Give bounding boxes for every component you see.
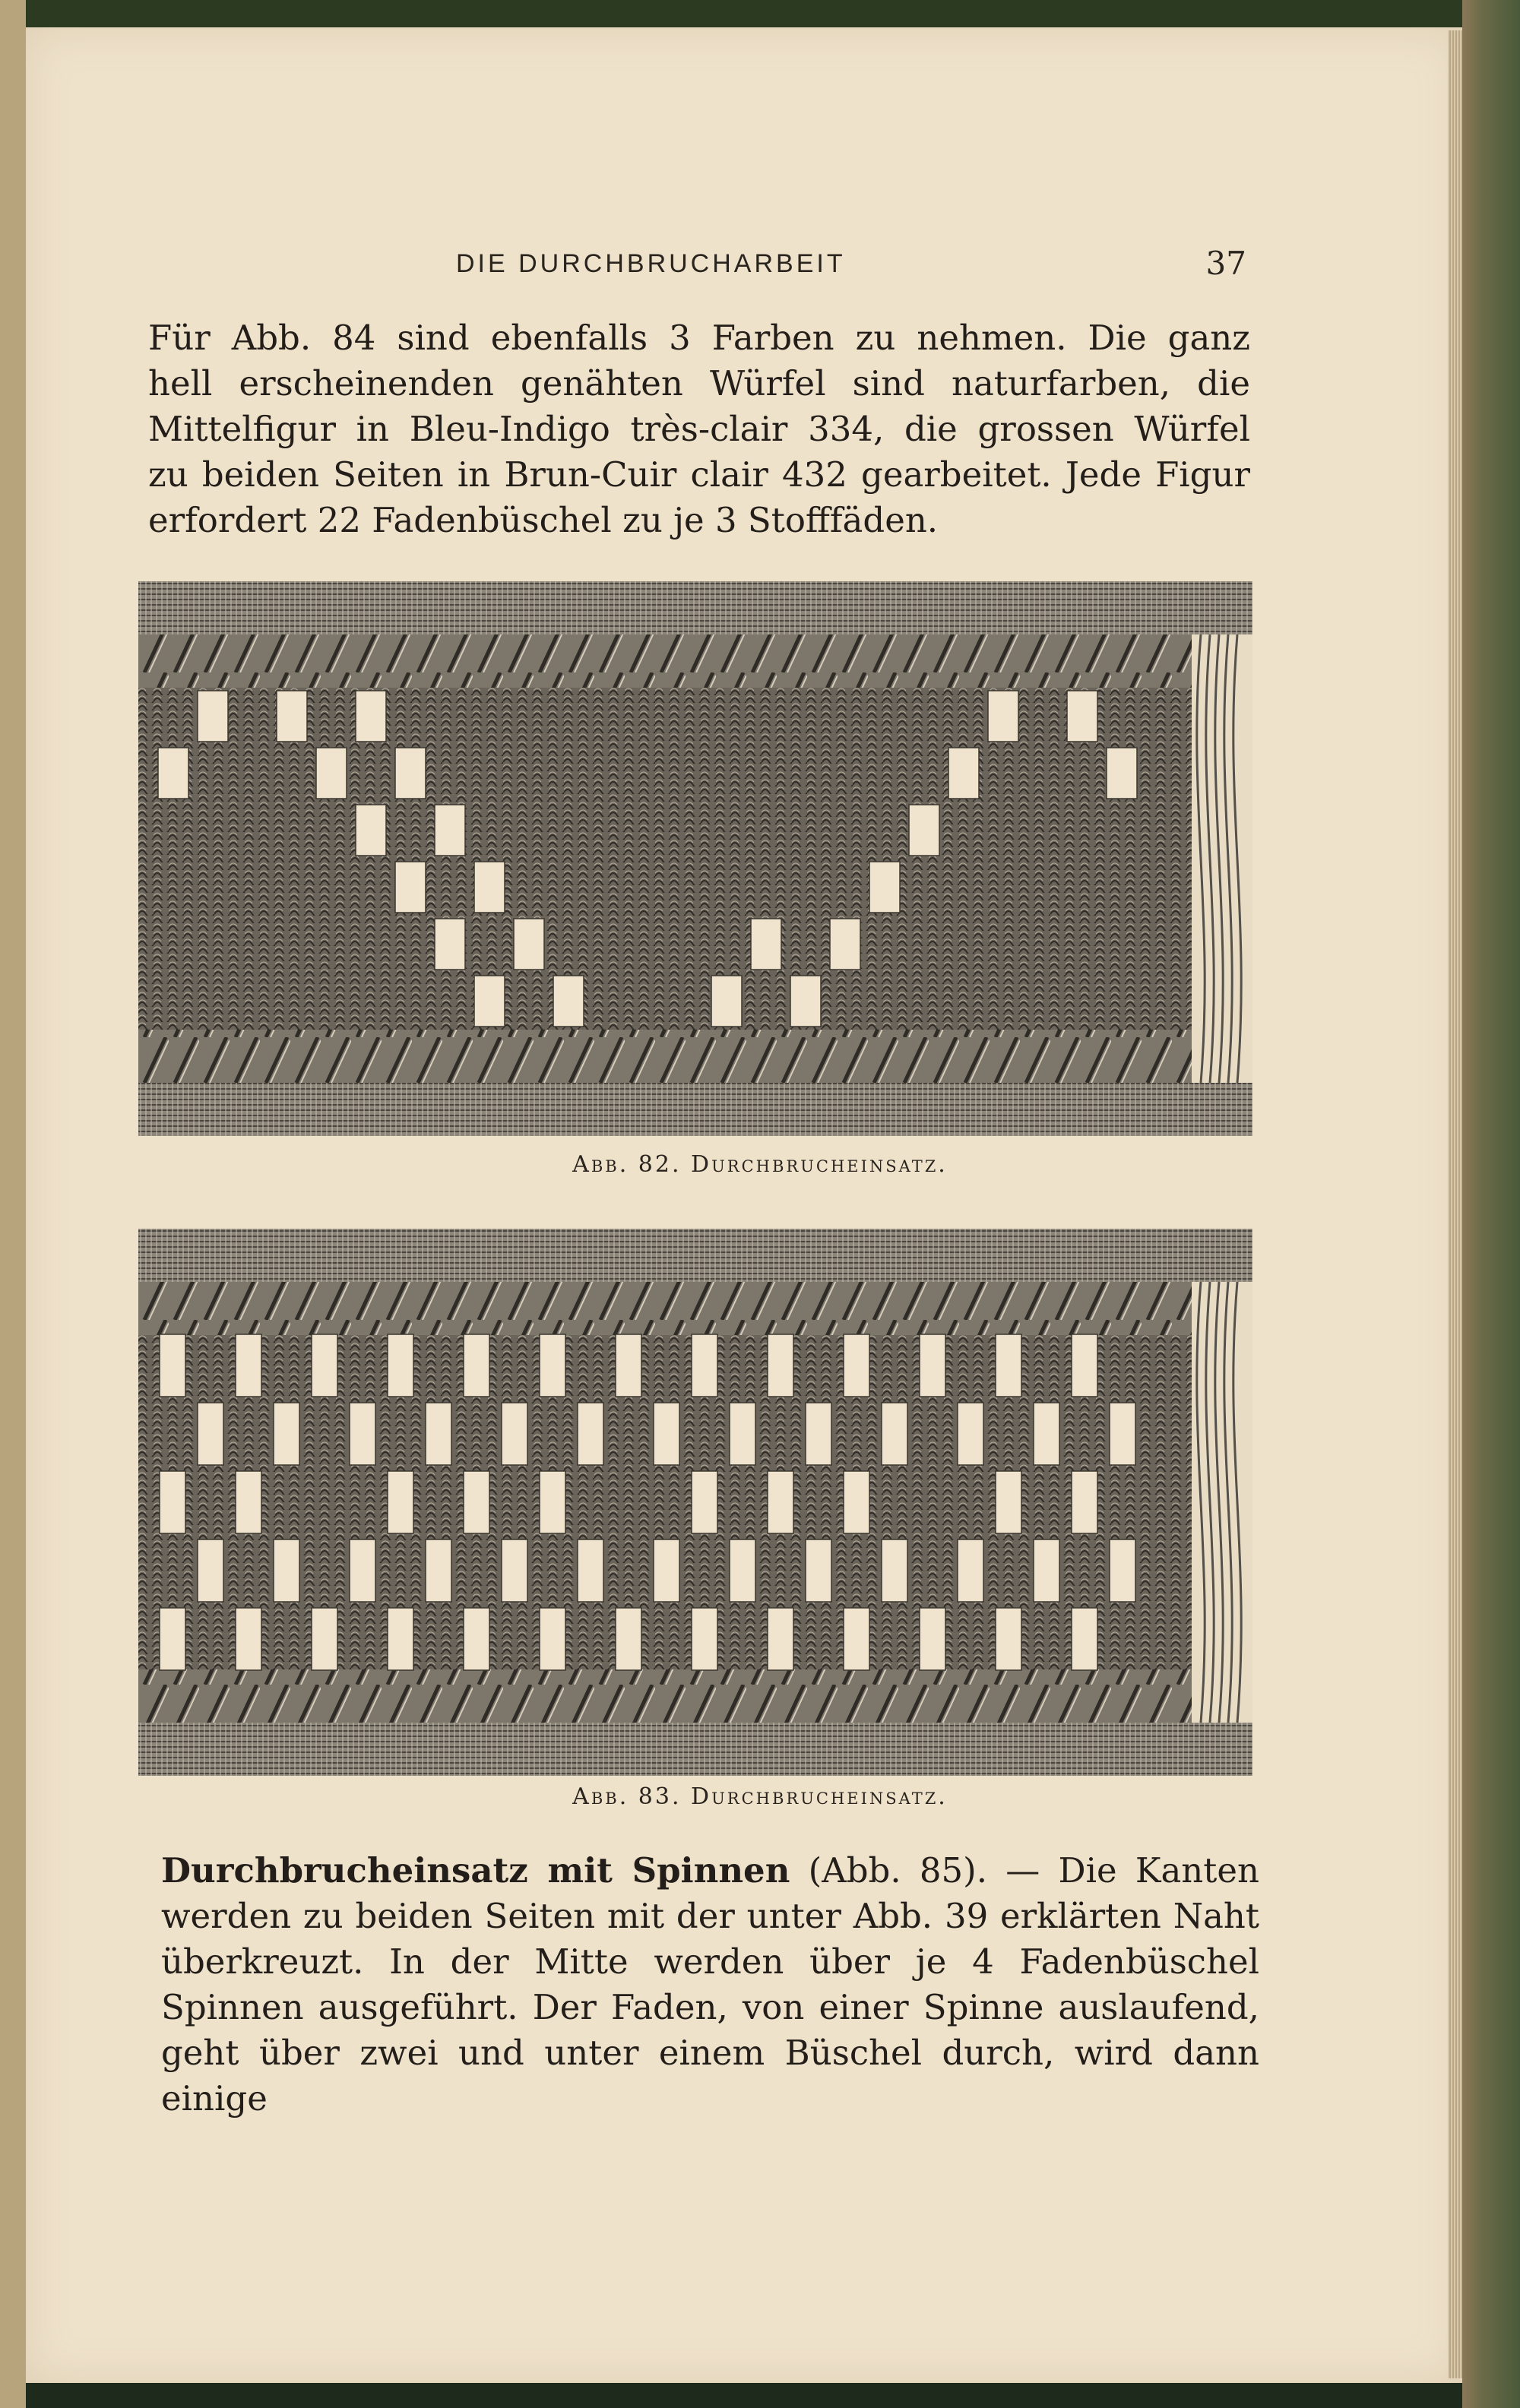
- openwork-insert-82-svg: [138, 581, 1252, 1136]
- text-line: Spinnen ausgeführt. Der Faden, von einer Spinne auslaufend,: [161, 1987, 1259, 2027]
- woven-border-bottom: [138, 1083, 1252, 1136]
- book-top-edge: [0, 0, 1520, 27]
- text-line: überkreuzt. In der Mitte werden über je 4 Fadenbüschel: [161, 1941, 1259, 1982]
- page-header: [152, 245, 1246, 283]
- figure-83-caption: Abb. 83. Durchbrucheinsatz.: [572, 1783, 948, 1810]
- section-first-line: [161, 1848, 1259, 1894]
- overcast-seam-bottom: [138, 1030, 1192, 1083]
- text-line: erfordert 22 Fadenbüschel zu je 3 Stofffäden.: [148, 500, 939, 540]
- overcast-seam-bottom: [138, 1669, 1192, 1723]
- figure-83-illustration: [138, 1229, 1252, 1776]
- woven-border-bottom: [138, 1723, 1252, 1776]
- text-line: werden zu beiden Seiten mit der unter Abb. 39 erklärten Naht: [161, 1896, 1259, 1936]
- overcast-seam-top: [138, 1282, 1192, 1335]
- text-line: hell erscheinenden genähten Würfel sind naturfarben, die: [148, 363, 1250, 403]
- figure-82-caption: Abb. 82. Durchbrucheinsatz.: [572, 1151, 948, 1178]
- section-heading: Durchbrucheinsatz mit Spinnen: [161, 1850, 790, 1891]
- drawn-threads-edge: [1192, 1282, 1252, 1723]
- book-left-edge: [0, 0, 26, 2408]
- book-cover-edge: [1462, 0, 1520, 2408]
- text-line: geht über zwei und unter einem Büschel durch, wird dann einige: [161, 2033, 1259, 2118]
- overcast-seam-top: [138, 634, 1192, 688]
- figure-82-illustration: [138, 581, 1252, 1136]
- page-number: 37: [1205, 245, 1246, 282]
- text-line: Für Abb. 84 sind ebenfalls 3 Farben zu nehmen. Die ganz: [148, 318, 1250, 358]
- text-line: zu beiden Seiten in Brun-Cuir clair 432 gearbeitet. Jede Figur: [148, 454, 1250, 495]
- woven-border-top: [138, 1229, 1252, 1282]
- text-line: Mittelfigur in Bleu-Indigo très-clair 334, die grossen Würfel: [148, 409, 1250, 449]
- openwork-insert-83-svg: [138, 1229, 1252, 1776]
- drawn-threads-edge: [1192, 634, 1252, 1083]
- woven-border-top: [138, 581, 1252, 634]
- running-title: DIE DURCHBRUCHARBEIT: [456, 249, 846, 278]
- section-heading-reference: (Abb. 85). — Die Kanten: [808, 1850, 1259, 1891]
